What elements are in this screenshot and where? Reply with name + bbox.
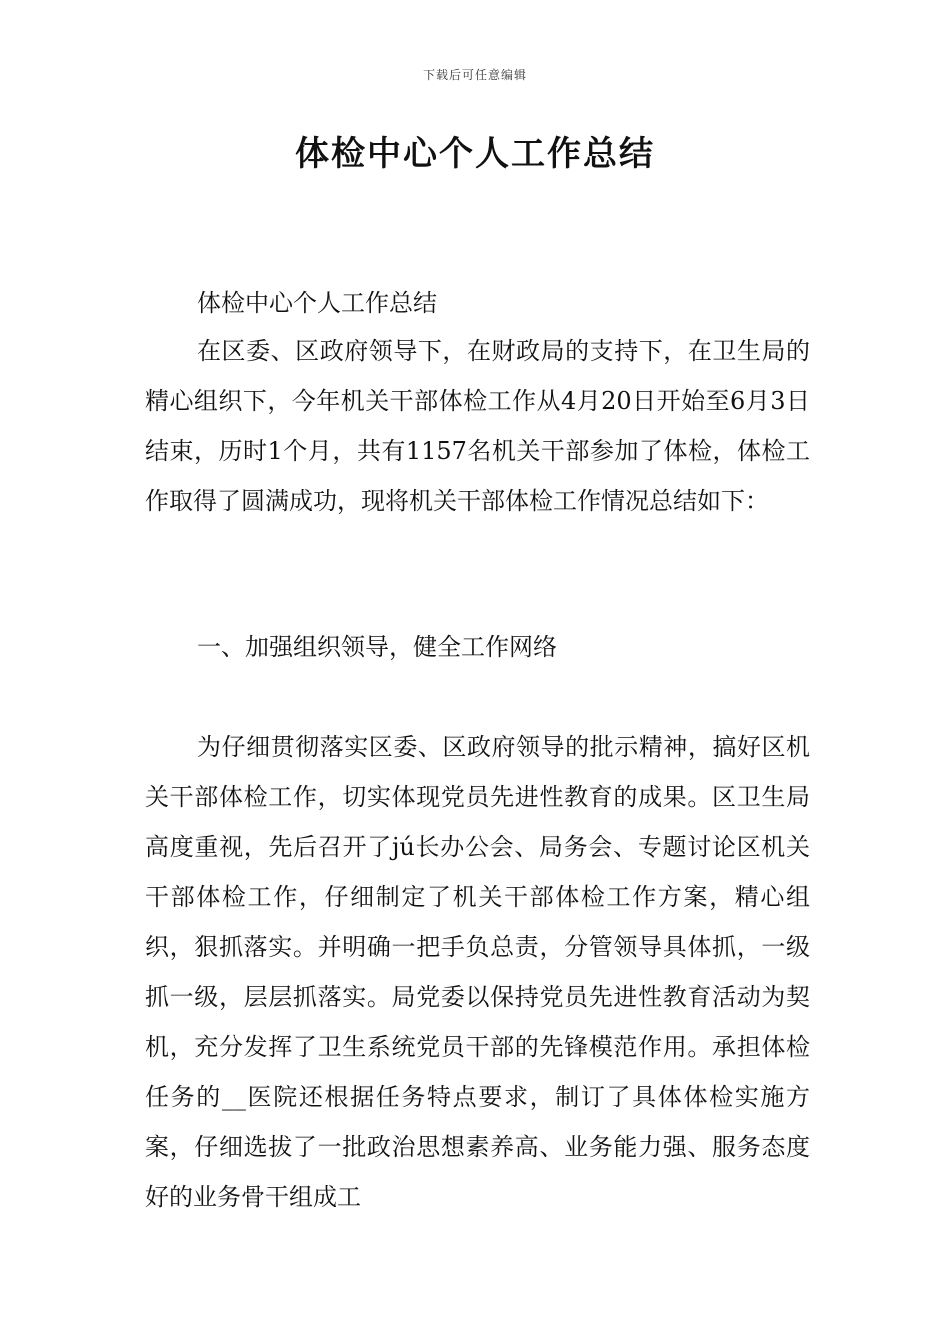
section-1-paragraph: 为仔细贯彻落实区委、区政府领导的批示精神，搞好区机关干部体检工作，切实体现党员先进性教育的成果。区卫生局高度重视，先后召开了jú长办公会、局务会、专题讨论区机关干部体检工作，仔细制定了机关干部体检工作方案，精心组织，狠抓落实。并明确一把手负总责，分管领导具体抓，一级抓一级，层层抓落实。局党委以保持党员先进性教育活动为契机，充分发挥了卫生系统党员干部的先锋模范作用。承担体检任务的__医院还根据任务特点要求，制订了具体体检实施方案，仔细选拔了一批政治思想素养高、业务能力强、服务态度好的业务骨干组成工 (145, 733, 810, 1211)
header-note: 下载后可任意编辑 (422, 68, 527, 82)
subtitle-line: 体检中心个人工作总结 (197, 289, 437, 317)
section-heading-1: 一、加强组织领导，健全工作网络 (197, 633, 557, 661)
page-title: 体检中心个人工作总结 (295, 134, 655, 174)
intro-paragraph: 在区委、区政府领导下，在财政局的支持下，在卫生局的精心组织下，今年机关干部体检工作从4月20日开始至6月3日结束，历时1个月，共有1157名机关干部参加了体检，体检工作取得了圆满成功，现将机关干部体检工作情况总结如下： (145, 337, 810, 515)
